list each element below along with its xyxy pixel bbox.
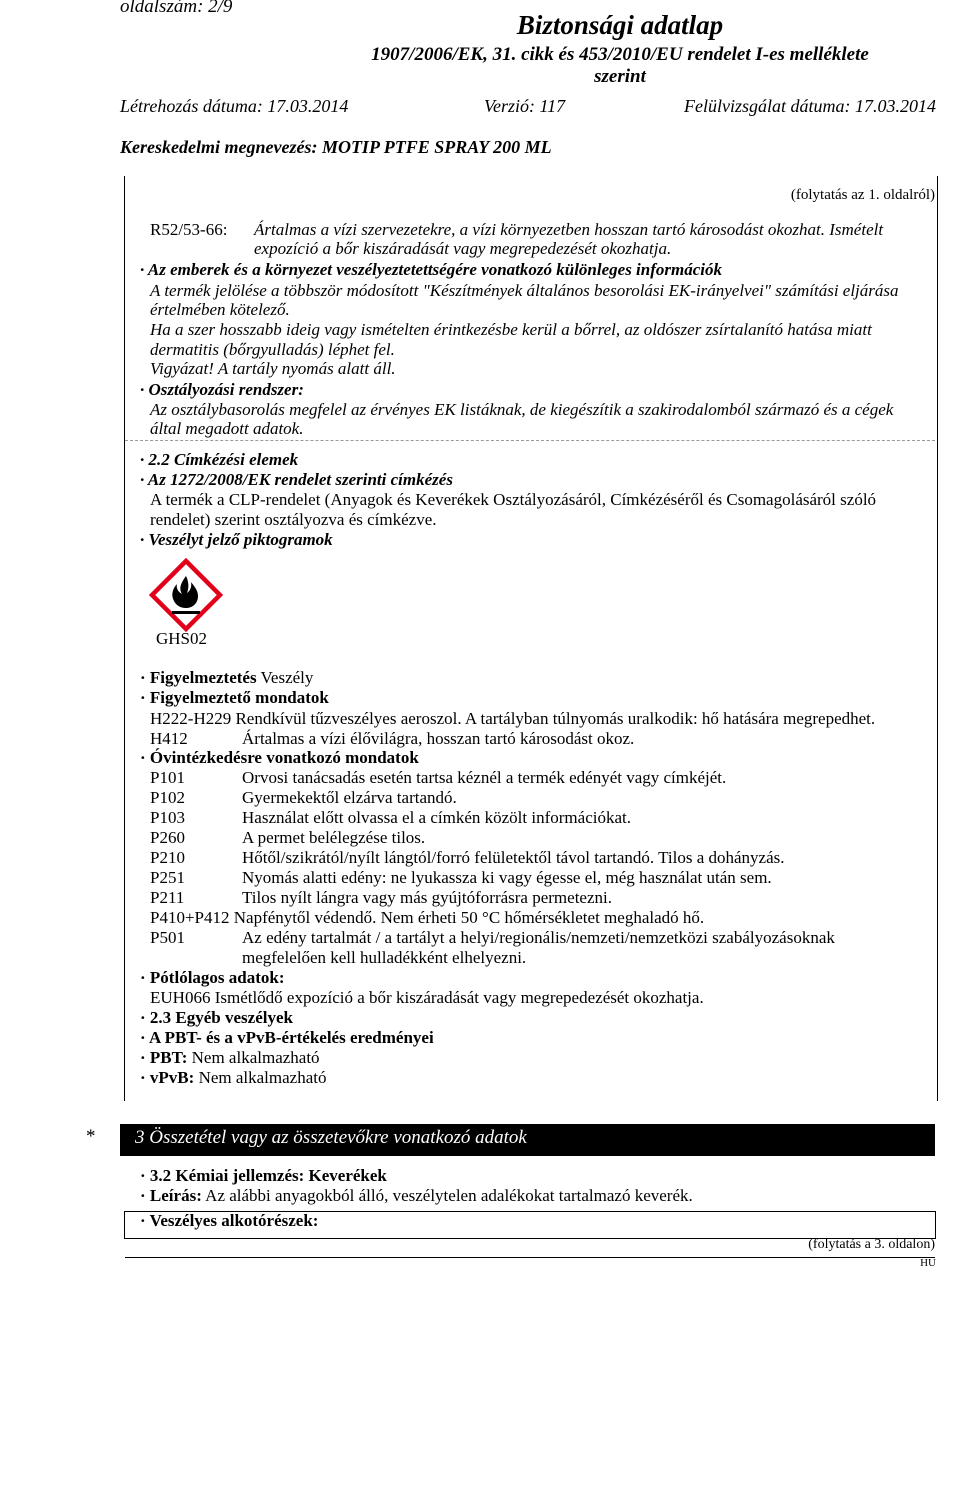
- precaution-text-cont: megfelelően kell hulladékként elhelyezni.: [242, 948, 527, 967]
- pbt-value: Nem alkalmazható: [191, 1048, 320, 1067]
- precaution-code: P211: [150, 888, 185, 907]
- label-elements-heading: · 2.2 Címkézési elemek: [140, 450, 299, 469]
- pbt-heading: · A PBT- és a vPvB-értékelés eredményei: [140, 1028, 434, 1047]
- trade-name: Kereskedelmi megnevezés: MOTIP PTFE SPRAY 200 ML: [120, 137, 552, 157]
- hazardous-components: · Veszélyes alkotórészek:: [140, 1211, 319, 1230]
- classification-heading: · Osztályozási rendszer:: [140, 380, 304, 399]
- version: Verzió: 117: [484, 96, 566, 116]
- description-value: Az alábbi anyagokból álló, veszélytelen adalékokat tartalmazó keverék.: [205, 1186, 693, 1205]
- continued-from: (folytatás az 1. oldalról): [790, 187, 935, 203]
- vpvb-label: · vPvB:: [140, 1068, 195, 1087]
- precaution-statement: [150, 908, 704, 928]
- precaution-heading: · Óvintézkedésre vonatkozó mondatok: [140, 748, 419, 767]
- signal-word-label: · Figyelmeztetés: [140, 668, 257, 687]
- clp-text-1: A termék a CLP-rendelet (Anyagok és Keverékek Osztályozásáról, Címkézéséről és Csomagolásáról szóló: [150, 490, 877, 509]
- pbt-label: · PBT:: [140, 1048, 188, 1067]
- description-label: · Leírás:: [140, 1186, 202, 1205]
- precaution-text: A permet belélegzése tilos.: [242, 828, 426, 847]
- precaution-code: P501: [150, 928, 185, 947]
- classification-1: Az osztálybasorolás megfelel az érvényes EK listáknak, de kiegészítik a szakirodalomból származó és a cégek: [150, 400, 894, 419]
- clp-text-2: rendelet) szerint osztályozva és címkézve.: [150, 510, 437, 529]
- page-number: oldalszám: 2/9: [120, 0, 233, 17]
- hazard-heading: · Figyelmeztető mondatok: [140, 688, 329, 707]
- regulation-line-2: szerint: [594, 66, 646, 87]
- precaution-text: Használat előtt olvassa el a címkén közölt információkat.: [242, 808, 631, 827]
- revision-date: Felülvizsgálat dátuma: 17.03.2014: [684, 96, 936, 116]
- clp-heading: · Az 1272/2008/EK rendelet szerinti címkézés: [140, 470, 453, 489]
- hazard-text: Rendkívül tűzveszélyes aeroszol. A tartályban túlnyomás uralkodik: hő hatására megrepedhet.: [235, 709, 876, 728]
- precaution-text: Gyermekektől elzárva tartandó.: [242, 788, 457, 807]
- supplementary-heading: · Pótlólagos adatok:: [140, 968, 285, 987]
- footer-rule: [125, 1257, 935, 1258]
- precaution-statement: [150, 848, 785, 868]
- precaution-statement: [150, 828, 425, 848]
- precaution-statement: [150, 888, 612, 908]
- precaution-code: P410+P412: [150, 908, 230, 927]
- vpvb-line: [140, 1068, 326, 1088]
- change-marker: *: [86, 1126, 96, 1147]
- special-info-3: Ha a szer hosszabb ideig vagy ismételten érintkezésbe kerül a bőrrel, az oldószer zsírtalanító hatása miatt: [150, 320, 872, 339]
- precaution-statement: [150, 768, 726, 788]
- precaution-statement: [150, 928, 835, 948]
- r-phrase-line: [150, 220, 883, 240]
- r-text-cont: expozíció a bőr kiszáradását vagy megrepedezését okozhatja.: [254, 239, 672, 258]
- special-info-heading: · Az emberek és a környezet veszélyeztetettségére vonatkozó különleges információk: [140, 260, 723, 279]
- other-hazards-heading: · 2.3 Egyéb veszélyek: [140, 1008, 293, 1027]
- continued-on: (folytatás a 3. oldalon): [808, 1237, 935, 1252]
- precaution-code: P102: [150, 788, 185, 807]
- signal-word-line: [140, 668, 313, 688]
- flame-pictogram-icon: [149, 558, 223, 632]
- hazard-statement: [150, 709, 875, 729]
- precaution-text: Tilos nyílt lángra vagy más gyújtóforrásra permetezni.: [242, 888, 612, 907]
- chem-heading: · 3.2 Kémiai jellemzés: Keverékek: [140, 1166, 387, 1185]
- hazard-statement: [150, 729, 634, 749]
- language-code: HU: [920, 1257, 936, 1269]
- document-title: Biztonsági adatlap: [516, 10, 724, 40]
- supplementary-text: EUH066 Ismétlődő expozíció a bőr kiszáradását vagy megrepedezését okozhatja.: [150, 988, 704, 1007]
- precaution-code: P260: [150, 828, 185, 847]
- pictogram-label: GHS02: [156, 629, 208, 648]
- classification-2: által megadott adatok.: [150, 419, 304, 438]
- pictogram-heading: · Veszélyt jelző piktogramok: [140, 530, 333, 549]
- section-3-title: 3 Összetétel vagy az összetevőkre vonatkozó adatok: [135, 1127, 527, 1148]
- creation-date: Létrehozás dátuma: 17.03.2014: [120, 96, 349, 116]
- precaution-text: Nyomás alatti edény: ne lyukassza ki vagy égesse el, még használat után sem.: [242, 868, 772, 887]
- vpvb-value: Nem alkalmazható: [198, 1068, 327, 1087]
- description-line: [140, 1186, 693, 1206]
- precaution-text: Orvosi tanácsadás esetén tartsa kéznél a termék edényét vagy címkéjét.: [242, 768, 727, 787]
- section-3-bar: [120, 1124, 935, 1156]
- precaution-statement: [150, 788, 457, 808]
- precaution-code: P103: [150, 808, 185, 827]
- precaution-code: P210: [150, 848, 185, 867]
- precaution-text: Az edény tartalmát / a tartályt a helyi/regionális/nemzeti/nemzetközi szabályozásoknak: [242, 928, 835, 947]
- r-code: R52/53-66:: [150, 220, 228, 239]
- section-divider: [125, 440, 935, 441]
- hazard-code: H412: [150, 729, 188, 748]
- hazard-text: Ártalmas a vízi élővilágra, hosszan tartó károsodást okoz.: [242, 729, 635, 748]
- precaution-code: P101: [150, 768, 185, 787]
- special-info-2: értelmében kötelező.: [150, 300, 290, 319]
- pbt-line: [140, 1048, 320, 1068]
- regulation-line: 1907/2006/EK, 31. cikk és 453/2010/EU rendelet I-es melléklete: [371, 44, 869, 65]
- precaution-text: Napfénytől védendő. Nem érheti 50 °C hőmérsékletet meghaladó hő.: [233, 908, 705, 927]
- special-info-1: A termék jelölése a többször módosított "Készítmények általános besorolási EK-irányelvei" számítási eljárása: [150, 281, 899, 300]
- signal-word: Veszély: [260, 668, 314, 687]
- special-info-5: Vigyázat! A tartály nyomás alatt áll.: [150, 359, 396, 378]
- r-text: Ártalmas a vízi szervezetekre, a vízi környezetben hosszan tartó károsodást okozhat. Ismételt: [254, 220, 884, 239]
- precaution-code: P251: [150, 868, 185, 887]
- precaution-statement: [150, 808, 631, 828]
- precaution-statement: [150, 868, 772, 888]
- precaution-text: Hőtől/szikrától/nyílt lángtól/forró felületektől távol tartandó. Tilos a dohányzás.: [242, 848, 785, 867]
- special-info-4: dermatitis (bőrgyulladás) léphet fel.: [150, 340, 395, 359]
- hazard-code: H222-H229: [150, 709, 232, 728]
